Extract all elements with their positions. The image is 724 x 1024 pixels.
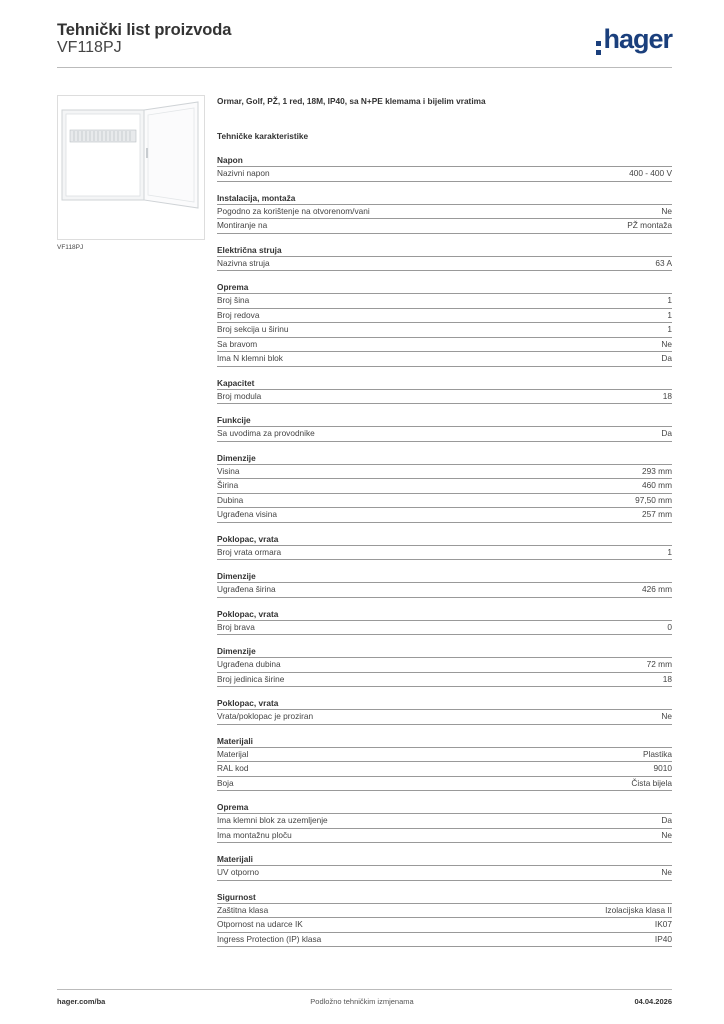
spec-value: 1 — [667, 546, 672, 557]
spec-group-title: Oprema — [217, 802, 672, 814]
spec-row — [217, 777, 672, 792]
spec-label: Montiranje na — [217, 220, 268, 230]
spec-label: Broj jedinica širine — [217, 673, 285, 684]
spec-group — [217, 378, 672, 405]
spec-label: Otpornost na udarce IK — [217, 919, 303, 929]
spec-row — [217, 390, 672, 405]
distribution-board-illustration — [58, 96, 204, 239]
spec-group-title: Dimenzije — [217, 571, 672, 583]
spec-label: Broj sekcija u širinu — [217, 324, 289, 334]
spec-label: Broj modula — [217, 390, 262, 401]
spec-row — [217, 323, 672, 338]
logo-dots-icon — [596, 41, 602, 55]
spec-group-title: Električna struja — [217, 245, 672, 257]
spec-group-title: Dimenzije — [217, 453, 672, 465]
spec-label: Vrata/poklopac je proziran — [217, 711, 314, 721]
spec-group — [217, 646, 672, 687]
footer-date: 04.04.2026 — [634, 997, 672, 1006]
spec-label: Broj vrata ormara — [217, 546, 282, 557]
footer-website[interactable]: hager.com/ba — [57, 997, 106, 1006]
spec-row — [217, 748, 672, 763]
spec-value: 97,50 mm — [635, 494, 672, 505]
spec-label: Dubina — [217, 494, 244, 505]
spec-row — [217, 219, 672, 234]
spec-sheet — [217, 96, 672, 947]
spec-group — [217, 155, 672, 182]
spec-value: Izolacijska klasa II — [605, 904, 672, 915]
spec-value: Ne — [661, 829, 672, 840]
spec-row — [217, 918, 672, 933]
spec-row — [217, 621, 672, 636]
spec-group — [217, 282, 672, 367]
spec-row — [217, 294, 672, 309]
spec-label: Sa uvodima za provodnike — [217, 428, 315, 438]
spec-label: Nazivni napon — [217, 168, 270, 178]
spec-value: IP40 — [654, 933, 672, 944]
spec-label: UV otporno — [217, 867, 259, 877]
spec-row — [217, 583, 672, 598]
spec-value: Ne — [661, 338, 672, 349]
spec-value: Ne — [661, 867, 672, 877]
brand-name: hager — [603, 24, 672, 54]
spec-group — [217, 453, 672, 523]
page-title: Tehnički list proizvoda — [57, 21, 232, 39]
spec-value: 18 — [662, 673, 672, 684]
spec-group — [217, 892, 672, 948]
spec-value: IK07 — [654, 919, 672, 929]
spec-value: 257 mm — [642, 509, 672, 519]
spec-row — [217, 257, 672, 272]
spec-group-title: Poklopac, vrata — [217, 698, 672, 710]
spec-group — [217, 193, 672, 234]
spec-value: Ne — [661, 205, 672, 216]
spec-groups — [217, 155, 672, 947]
spec-label: Širina — [217, 480, 239, 490]
spec-value: Da — [661, 815, 672, 825]
spec-label: Boja — [217, 777, 234, 788]
spec-label: Sa bravom — [217, 338, 258, 349]
spec-label: Visina — [217, 465, 240, 476]
spec-group — [217, 854, 672, 881]
spec-row — [217, 762, 672, 777]
spec-group — [217, 802, 672, 843]
spec-value: 1 — [667, 309, 672, 320]
spec-value: 72 mm — [646, 659, 672, 669]
spec-group — [217, 415, 672, 442]
spec-label: Ugrađena dubina — [217, 659, 281, 669]
spec-group-title: Instalacija, montaža — [217, 193, 672, 205]
spec-row — [217, 352, 672, 367]
spec-value: Da — [661, 353, 672, 363]
spec-row — [217, 933, 672, 948]
spec-value: 63 A — [655, 257, 672, 268]
spec-label: Broj šina — [217, 295, 250, 305]
spec-value: 0 — [667, 621, 672, 632]
spec-value: Plastika — [642, 748, 672, 759]
spec-group-title: Funkcije — [217, 415, 672, 427]
spec-row — [217, 465, 672, 480]
spec-row — [217, 829, 672, 844]
spec-group-title: Dimenzije — [217, 646, 672, 658]
spec-row — [217, 309, 672, 324]
hager-logo — [596, 24, 672, 55]
spec-value: 18 — [662, 390, 672, 401]
spec-value: Čista bijela — [631, 777, 672, 788]
spec-group — [217, 698, 672, 725]
spec-row — [217, 814, 672, 829]
spec-label: Ima N klemni blok — [217, 353, 283, 363]
spec-row — [217, 710, 672, 725]
spec-group — [217, 245, 672, 272]
spec-group — [217, 571, 672, 598]
spec-value: PŽ montaža — [627, 220, 672, 230]
spec-label: RAL kod — [217, 763, 249, 773]
spec-group — [217, 609, 672, 636]
spec-row — [217, 338, 672, 353]
footer-divider — [57, 989, 672, 990]
spec-group — [217, 736, 672, 792]
spec-row — [217, 167, 672, 182]
spec-value: Da — [661, 428, 672, 438]
spec-row — [217, 546, 672, 561]
footer-note: Podložno tehničkim izmjenama — [310, 997, 414, 1006]
spec-value: 460 mm — [642, 480, 672, 490]
spec-row — [217, 866, 672, 881]
image-caption: VF118PJ — [57, 244, 84, 251]
product-image — [57, 95, 205, 240]
spec-label: Ima montažnu ploču — [217, 829, 292, 840]
spec-row — [217, 479, 672, 494]
spec-group-title: Poklopac, vrata — [217, 534, 672, 546]
spec-value: 9010 — [653, 763, 672, 773]
spec-label: Zaštitna klasa — [217, 904, 269, 915]
spec-value: 1 — [667, 295, 672, 305]
spec-value: 1 — [667, 324, 672, 334]
product-description: Ormar, Golf, PŽ, 1 red, 18M, IP40, sa N+PE klemama i bijelim vratima — [217, 96, 486, 106]
spec-group-title: Poklopac, vrata — [217, 609, 672, 621]
spec-label: Materijal — [217, 748, 249, 759]
spec-group — [217, 534, 672, 561]
spec-group-title: Napon — [217, 155, 672, 167]
spec-group-title: Materijali — [217, 854, 672, 866]
spec-value: 400 - 400 V — [629, 168, 672, 178]
spec-row — [217, 427, 672, 442]
spec-label: Ingress Protection (IP) klasa — [217, 933, 322, 944]
spec-row — [217, 658, 672, 673]
spec-label: Ugrađena širina — [217, 584, 276, 594]
spec-group-title: Kapacitet — [217, 378, 672, 390]
spec-row — [217, 508, 672, 523]
spec-group-title: Sigurnost — [217, 892, 672, 904]
spec-value: 293 mm — [642, 465, 672, 476]
spec-row — [217, 205, 672, 220]
spec-group-title: Oprema — [217, 282, 672, 294]
spec-value: 426 mm — [642, 584, 672, 594]
section-title: Tehničke karakteristike — [217, 131, 309, 141]
spec-label: Ima klemni blok za uzemljenje — [217, 815, 328, 825]
spec-row — [217, 494, 672, 509]
spec-label: Pogodno za korištenje na otvorenom/vani — [217, 205, 370, 216]
spec-row — [217, 904, 672, 919]
spec-group-title: Materijali — [217, 736, 672, 748]
header-divider — [57, 67, 672, 68]
spec-label: Nazivna struja — [217, 257, 270, 268]
spec-row — [217, 673, 672, 688]
spec-label: Ugrađena visina — [217, 509, 277, 519]
spec-value: Ne — [661, 711, 672, 721]
product-code: VF118PJ — [57, 39, 122, 56]
spec-label: Broj brava — [217, 621, 255, 632]
spec-label: Broj redova — [217, 309, 260, 320]
